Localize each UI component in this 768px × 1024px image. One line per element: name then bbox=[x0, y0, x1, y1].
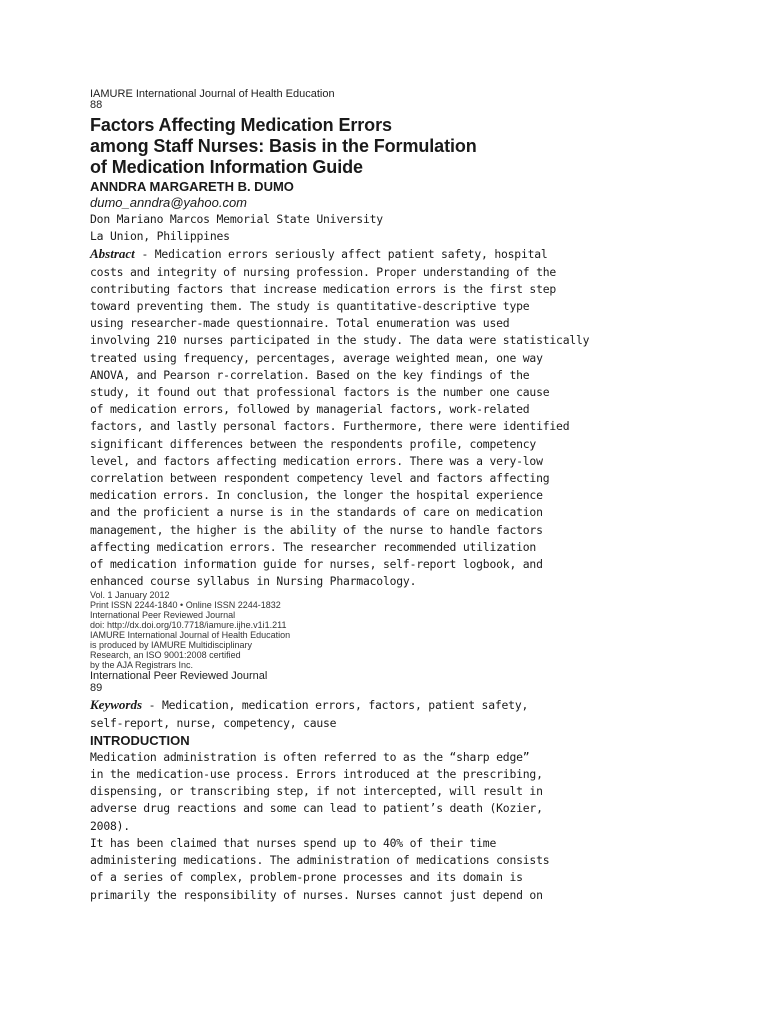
abstract-line: level, and factors affecting medication errors. There was a very-low bbox=[90, 453, 543, 468]
title-line: among Staff Nurses: Basis in the Formulation bbox=[90, 136, 477, 156]
intro-line: administering medications. The administration of medications consists bbox=[90, 853, 550, 868]
meta-line: IAMURE International Journal of Health Education bbox=[90, 630, 291, 641]
abstract-line: management, the higher is the ability of the nurse to handle factors bbox=[90, 522, 543, 537]
meta-line: Print ISSN 2244-1840 • Online ISSN 2244-1832 bbox=[90, 600, 281, 611]
abstract-line: treated using frequency, percentages, average weighted mean, one way bbox=[90, 350, 543, 365]
journal-header: IAMURE International Journal of Health Education bbox=[90, 88, 335, 100]
abstract-line: correlation between respondent competency level and factors affecting bbox=[90, 471, 550, 486]
meta-line: doi: http://dx.doi.org/10.7718/iamure.ijhe.v1i1.211 bbox=[90, 620, 287, 631]
abstract-line: medication errors. In conclusion, the longer the hospital experience bbox=[90, 488, 543, 503]
author-email: dumo_anndra@yahoo.com bbox=[90, 195, 248, 210]
article-title bbox=[90, 115, 570, 178]
intro-line: adverse drug reactions and some can lead to patient’s death (Kozier, bbox=[90, 801, 543, 816]
abstract-line: study, it found out that professional factors is the number one cause bbox=[90, 385, 550, 400]
author-name: ANNDRA MARGARETH B. DUMO bbox=[90, 179, 294, 194]
meta-block bbox=[90, 590, 570, 670]
intro-line: Medication administration is often referred to as the “sharp edge” bbox=[90, 749, 530, 764]
title-line: of Medication Information Guide bbox=[90, 157, 363, 177]
peer-reviewed-label: International Peer Reviewed Journal bbox=[90, 670, 268, 683]
intro-line: dispensing, or transcribing step, if not intercepted, will result in bbox=[90, 784, 543, 799]
publication-meta bbox=[90, 590, 570, 694]
abstract-line: enhanced course syllabus in Nursing Pharmacology. bbox=[90, 574, 417, 589]
keywords-line: self-report, nurse, competency, cause bbox=[90, 715, 337, 730]
abstract-line: costs and integrity of nursing profession. Proper understanding of the bbox=[90, 264, 557, 279]
meta-line: is produced by IAMURE Multidisciplinary bbox=[90, 640, 253, 651]
intro-line: It has been claimed that nurses spend up to 40% of their time bbox=[90, 835, 497, 850]
abstract-body bbox=[90, 264, 590, 591]
meta-line: International Peer Reviewed Journal bbox=[90, 610, 236, 621]
intro-line: in the medication-use process. Errors introduced at the prescribing, bbox=[90, 767, 543, 782]
abstract-first-line bbox=[90, 245, 570, 263]
meta-line: Vol. 1 January 2012 bbox=[90, 590, 170, 601]
page-number: 89 bbox=[90, 682, 103, 695]
abstract-line: using researcher-made questionnaire. Total enumeration was used bbox=[90, 316, 510, 331]
abstract-line: toward preventing them. The study is quantitative-descriptive type bbox=[90, 299, 530, 314]
introduction-body bbox=[90, 749, 570, 904]
meta-line: by the AJA Registrars Inc. bbox=[90, 660, 194, 671]
abstract-line: ANOVA, and Pearson r-correlation. Based on the key findings of the bbox=[90, 367, 530, 382]
intro-line: 2008). bbox=[90, 818, 130, 833]
keywords bbox=[90, 696, 570, 731]
abstract-line: affecting medication errors. The researcher recommended utilization bbox=[90, 539, 537, 554]
abstract-line: involving 210 nurses participated in the study. The data were statistically bbox=[90, 333, 590, 348]
section-heading-introduction: INTRODUCTION bbox=[90, 732, 190, 748]
article-page bbox=[90, 88, 590, 904]
abstract-line: of medication errors, followed by managerial factors, work-related bbox=[90, 402, 530, 417]
intro-line: primarily the responsibility of nurses. Nurses cannot just depend on bbox=[90, 887, 543, 902]
abstract-line: significant differences between the respondents profile, competency bbox=[90, 436, 537, 451]
keywords-text: - Medication, medication errors, factors, patient safety, bbox=[142, 698, 529, 713]
intro-line: of a series of complex, problem-prone processes and its domain is bbox=[90, 870, 523, 885]
title-line: Factors Affecting Medication Errors bbox=[90, 115, 392, 135]
meta-line: Research, an ISO 9001:2008 certified bbox=[90, 650, 241, 661]
abstract-label: Abstract bbox=[90, 246, 135, 262]
keywords-first-line bbox=[90, 696, 570, 714]
abstract-line: and the proficient a nurse is in the standards of care on medication bbox=[90, 505, 543, 520]
abstract bbox=[90, 245, 590, 590]
abstract-text: - Medication errors seriously affect patient safety, hospital bbox=[134, 247, 548, 262]
abstract-line: contributing factors that increase medication errors is the first step bbox=[90, 281, 557, 296]
keywords-label: Keywords bbox=[90, 697, 142, 713]
affiliation-line: La Union, Philippines bbox=[90, 229, 230, 244]
abstract-line: of medication information guide for nurses, self-report logbook, and bbox=[90, 557, 543, 572]
affiliation-line: Don Mariano Marcos Memorial State University bbox=[90, 212, 383, 226]
abstract-line: factors, and lastly personal factors. Furthermore, there were identified bbox=[90, 419, 570, 434]
page-number: 88 bbox=[90, 99, 103, 111]
